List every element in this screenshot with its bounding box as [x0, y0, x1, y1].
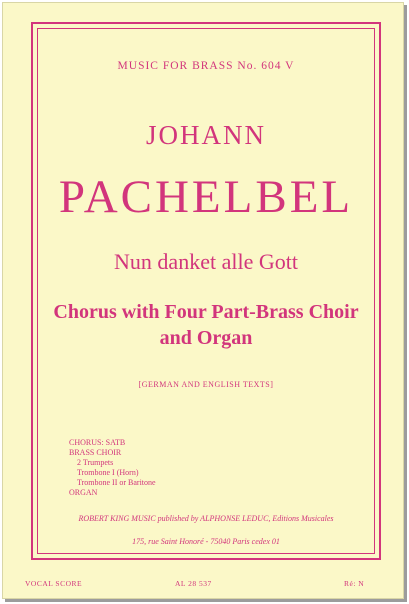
- subtitle-line-1: Chorus with Four Part-Brass Choir: [53, 301, 359, 323]
- instrumentation-trumpets: 2 Trumpets: [77, 458, 114, 467]
- footer-catalog-number: AL 28 537: [175, 579, 212, 588]
- work-title: Nun danket alle Gott: [114, 249, 298, 274]
- subtitle-line-2: and Organ: [159, 327, 253, 349]
- composer-last-name: PACHELBEL: [58, 171, 354, 223]
- instrumentation-chorus: CHORUS: SATB: [69, 438, 126, 447]
- instrumentation-brass: BRASS CHOIR: [69, 448, 122, 457]
- texts-note: [GERMAN AND ENGLISH TEXTS]: [138, 380, 274, 389]
- footer-left: VOCAL SCORE: [25, 579, 83, 588]
- publisher-address: 175, rue Saint Honoré - 75040 Paris cedex 01: [132, 537, 280, 546]
- work-subtitle: [37, 299, 375, 351]
- instrumentation-trombone-1: Trombone I (Horn): [77, 468, 139, 477]
- instrumentation-organ: ORGAN: [69, 488, 98, 497]
- publisher-line: ROBERT KING MUSIC published by ALPHONSE LEDUC, Editions Musicales: [78, 514, 334, 523]
- instrumentation-list: [69, 438, 156, 498]
- footer-right: Ré: N: [344, 579, 365, 588]
- instrumentation-trombone-2: Trombone II or Baritone: [77, 478, 156, 487]
- cover-page: [2, 2, 404, 599]
- composer-first-name: JOHANN: [146, 120, 266, 150]
- series-heading: MUSIC FOR BRASS No. 604 V: [117, 60, 295, 72]
